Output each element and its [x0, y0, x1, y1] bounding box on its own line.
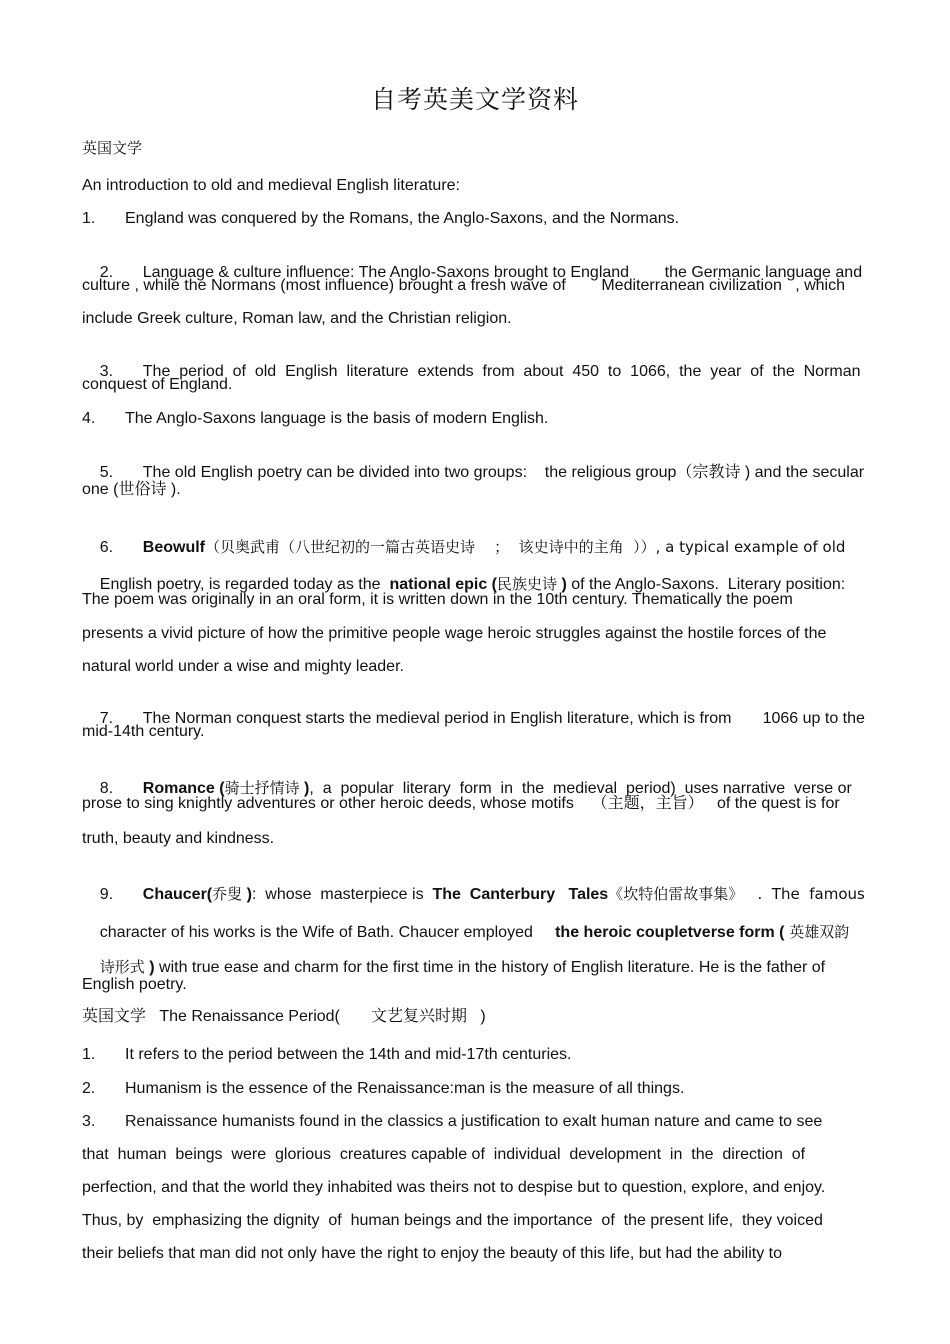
item-number: 1.: [82, 210, 96, 227]
item-text: （贝奥武甫（八世纪初的一篇古英语史诗 ； 该史诗中的主角 ））, a typical example of old: [205, 538, 846, 556]
bold-term: ): [144, 959, 155, 976]
list-item-8-cont: prose to sing knightly adventures or other heroic deeds, whose motifs （主题，主旨） of the quest is for: [82, 795, 840, 812]
bold-term: ): [242, 886, 252, 903]
renaissance-item-3-cont: that human beings were glorious creatures capable of individual development in the direction of: [82, 1146, 806, 1163]
intro-heading: An introduction to old and medieval English literature:: [82, 177, 460, 194]
list-item-4: [82, 409, 900, 429]
page-title: 自考英美文学资料: [370, 85, 579, 114]
list-item-6-cont: The poem was originally in an oral form, it is written down in the 10th century. Thematically the poem: [82, 591, 793, 608]
item-text: Language & culture influence: The Anglo-Saxons brought to England the Germanic language and: [142, 264, 863, 281]
item-text: with true ease and charm for the first time in the history of English literature. He is the father of: [154, 959, 826, 976]
item-number: 3.: [99, 363, 114, 380]
item-number: 2.: [99, 264, 114, 281]
list-item-8-cont: truth, beauty and kindness.: [82, 830, 275, 847]
item-text: character of his works is the Wife of Bath. Chaucer employed: [99, 924, 556, 941]
chinese-gloss: 英雄双韵: [784, 923, 850, 941]
item-number: 8.: [99, 780, 114, 797]
item-text: , a popular literary form in the medieval period) uses narrative verse or: [309, 780, 852, 797]
bold-term: Chaucer(: [142, 886, 213, 903]
item-number: 3.: [82, 1113, 96, 1130]
section-heading-renaissance: 英国文学 The Renaissance Period( 文艺复兴时期 ): [82, 1008, 486, 1025]
item-text: England was conquered by the Romans, the Anglo-Saxons, and the Normans.: [125, 210, 680, 227]
chinese-gloss: 民族史诗: [497, 575, 558, 593]
list-item-2-cont: include Greek culture, Roman law, and the Christian religion.: [82, 310, 512, 327]
item-text: Humanism is the essence of the Renaissance:man is the measure of all things.: [125, 1080, 685, 1097]
work-title-canterbury-tales: The Canterbury Tales: [432, 886, 609, 903]
item-number: 4.: [82, 410, 96, 427]
item-text: The Norman conquest starts the medieval period in English literature, which is from 1066 up to the: [142, 710, 865, 727]
list-item-9-cont: English poetry.: [82, 976, 187, 993]
bold-term: national epic (: [389, 576, 498, 593]
list-item-7-cont: mid-14th century.: [82, 723, 205, 740]
list-item-2-cont: culture , while the Normans (most influence) brought a fresh wave of Mediterranean civilization , which: [82, 277, 846, 294]
item-number: 6.: [99, 539, 114, 556]
bold-term: ): [299, 780, 310, 797]
renaissance-item-3: [82, 1112, 900, 1132]
item-number: 2.: [82, 1080, 96, 1097]
work-title-beowulf: Beowulf: [142, 539, 205, 556]
item-text: : whose masterpiece is: [251, 886, 433, 903]
item-text: Renaissance humanists found in the classics a justification to exalt human nature and came to see: [125, 1113, 823, 1130]
item-number: 1.: [82, 1046, 96, 1063]
item-text: 《坎特伯雷故事集》 . The famous: [608, 885, 865, 903]
renaissance-item-3-cont: Thus, by emphasizing the dignity of human beings and the importance of the present life, they voiced: [82, 1212, 823, 1229]
item-number: 7.: [99, 710, 114, 727]
section-heading-english-literature: 英国文学: [82, 139, 143, 157]
list-item-6-cont: natural world under a wise and mighty leader.: [82, 658, 404, 675]
item-text: The period of old English literature extends from about 450 to 1066, the year of the Norman: [142, 363, 861, 380]
item-text: It refers to the period between the 14th and mid-17th centuries.: [125, 1046, 572, 1063]
item-text: of the Anglo-Saxons. Literary position:: [566, 576, 846, 593]
item-number: 9.: [99, 886, 114, 903]
list-item-3-cont: conquest of England.: [82, 376, 233, 393]
item-text: English poetry, is regarded today as the: [99, 576, 390, 593]
item-text: The Anglo-Saxons language is the basis of modern English.: [125, 410, 549, 427]
list-item-6-cont: presents a vivid picture of how the primitive people wage heroic struggles against the hostile forces of the: [82, 625, 827, 642]
chinese-gloss: 骑士抒情诗: [224, 779, 300, 797]
item-text: The old English poetry can be divided into two groups: the religious group（宗教诗 ) and the secular: [142, 464, 865, 481]
renaissance-item-1: [82, 1045, 900, 1065]
bold-term: Romance (: [142, 780, 225, 797]
list-item-1: [82, 209, 900, 229]
chinese-gloss: 诗形式: [99, 958, 145, 976]
chinese-gloss: 乔叟: [212, 885, 243, 903]
bold-term: ): [557, 576, 567, 593]
bold-term: the heroic coupletverse form (: [555, 924, 785, 941]
renaissance-item-3-cont: their beliefs that man did not only have the right to enjoy the beauty of this life, but had the ability to: [82, 1245, 782, 1262]
item-number: 5.: [99, 464, 114, 481]
renaissance-item-3-cont: perfection, and that the world they inhabited was theirs not to despise but to question, explore, and enjoy.: [82, 1179, 826, 1196]
list-item-5-cont: one (世俗诗 ).: [82, 481, 181, 498]
renaissance-item-2: [82, 1079, 900, 1099]
